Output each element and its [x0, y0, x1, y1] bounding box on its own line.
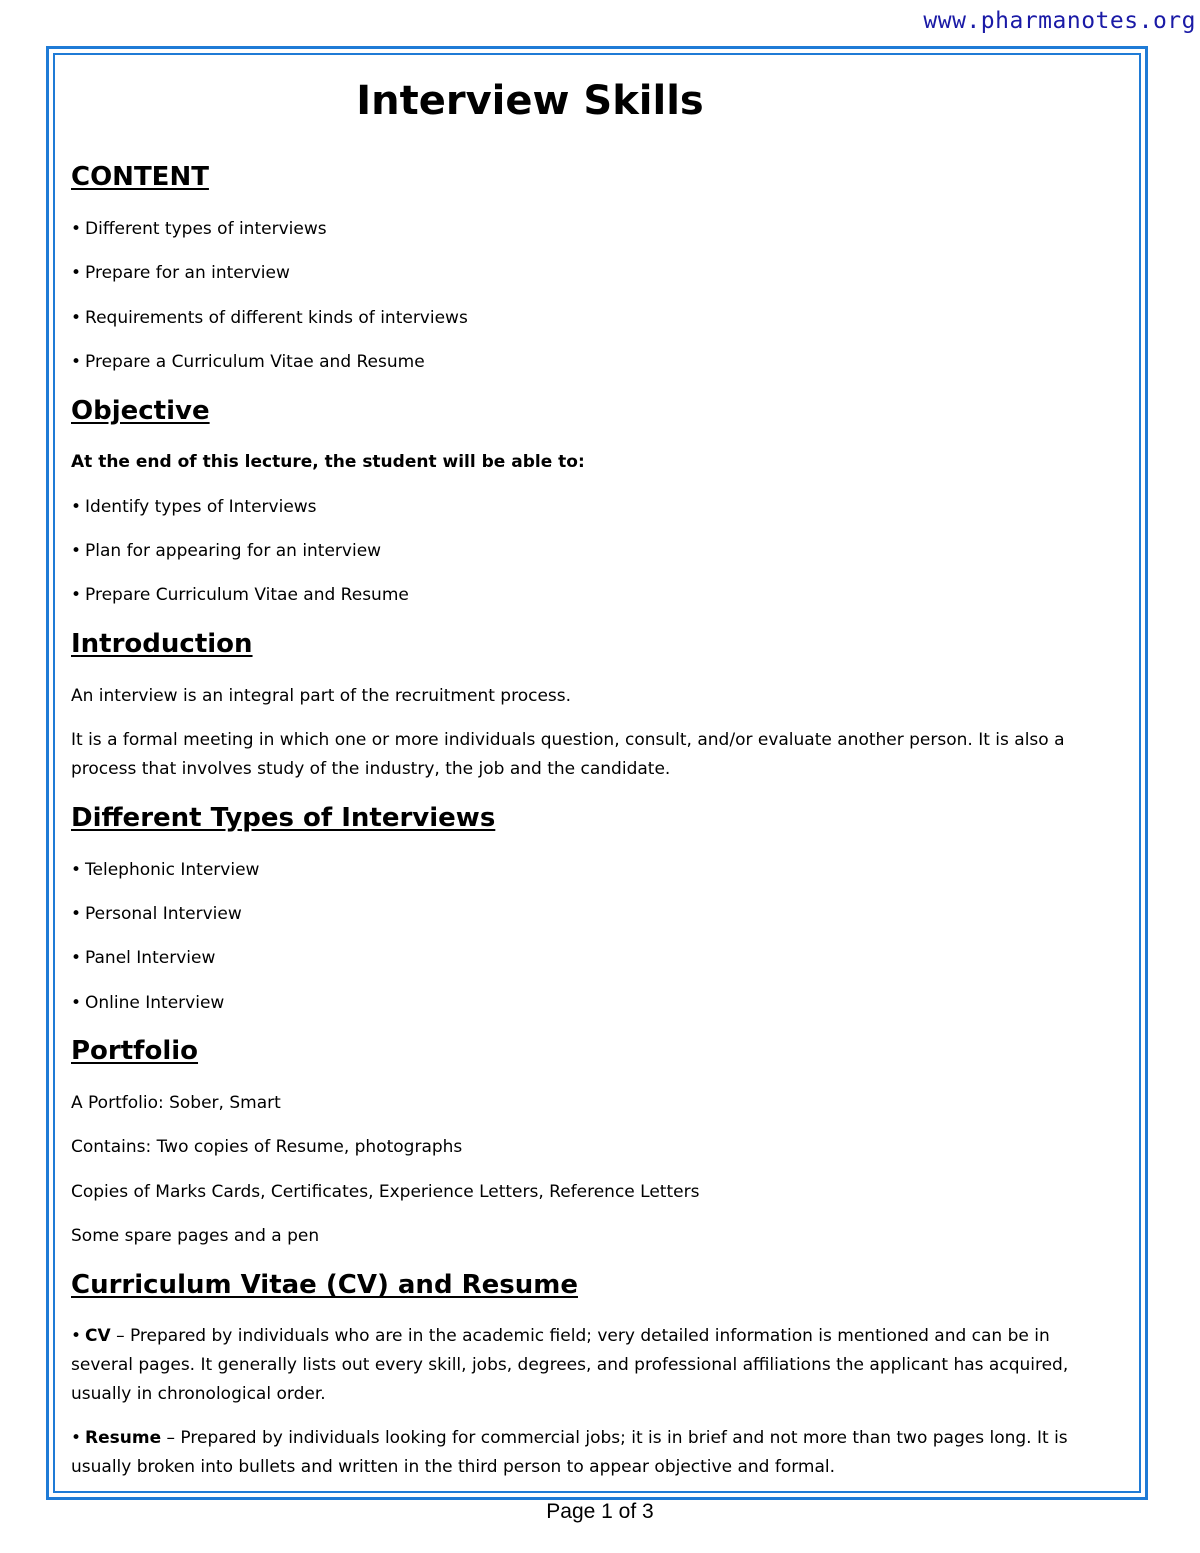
bullet: • — [71, 219, 82, 239]
bullet: • — [71, 948, 82, 968]
section-heading-types: Different Types of Interviews — [71, 803, 496, 833]
bullet: • — [71, 352, 82, 372]
list-item: • Personal Interview — [71, 904, 242, 924]
bullet: • — [71, 860, 82, 880]
bullet: • — [71, 263, 82, 283]
page-number: Page 1 of 3 — [546, 1500, 654, 1523]
list-item: • Telephonic Interview — [71, 860, 260, 880]
cv-text: – Prepared by individuals who are in the academic field; very detailed information is mentioned and can be in several pages. It generally lists out every skill, jobs, degrees, and professional affiliations the applicant has acquired, usually in chronological order. — [71, 1326, 1069, 1404]
list-item: • Prepare a Curriculum Vitae and Resume — [71, 352, 425, 372]
cv-term: CV — [85, 1326, 111, 1346]
paragraph: It is a formal meeting in which one or more individuals question, consult, and/or evaluate another person. It is also a process that involves study of the industry, the job and the candidate. — [71, 730, 1065, 779]
bullet: • — [71, 993, 82, 1013]
bullet: • — [71, 308, 82, 328]
paragraph: Some spare pages and a pen — [71, 1226, 320, 1246]
section-heading-introduction: Introduction — [71, 629, 253, 659]
section-heading-cv-resume: Curriculum Vitae (CV) and Resume — [71, 1270, 578, 1300]
section-heading-content: CONTENT — [71, 162, 209, 192]
list-item: • Panel Interview — [71, 948, 216, 968]
list-item: • Online Interview — [71, 993, 225, 1013]
site-url[interactable]: www.pharmanotes.org — [923, 8, 1196, 34]
bullet: • — [71, 541, 82, 561]
paragraph: Copies of Marks Cards, Certificates, Experience Letters, Reference Letters — [71, 1182, 700, 1202]
resume-text: – Prepared by individuals looking for commercial jobs; it is in brief and not more than two pages long. It is usually broken into bullets and written in the third person to appear objective and formal. — [71, 1428, 1068, 1477]
cv-definition — [71, 1322, 1106, 1409]
bullet: • — [71, 1428, 82, 1448]
objective-lead: At the end of this lecture, the student will be able to: — [71, 452, 585, 472]
page-title: Interview Skills — [356, 78, 704, 124]
list-item: • Plan for appearing for an interview — [71, 541, 382, 561]
paragraph: A Portfolio: Sober, Smart — [71, 1093, 281, 1113]
list-item: • Prepare Curriculum Vitae and Resume — [71, 585, 409, 605]
bullet: • — [71, 1326, 82, 1346]
list-item: • Different types of interviews — [71, 219, 327, 239]
list-item: • Requirements of different kinds of interviews — [71, 308, 468, 328]
section-heading-objective: Objective — [71, 396, 210, 426]
resume-definition — [71, 1424, 1106, 1482]
list-item: • Prepare for an interview — [71, 263, 290, 283]
paragraph: Contains: Two copies of Resume, photographs — [71, 1137, 463, 1157]
paragraph: An interview is an integral part of the recruitment process. — [71, 686, 572, 706]
list-item: • Identify types of Interviews — [71, 497, 317, 517]
bullet: • — [71, 904, 82, 924]
section-heading-portfolio: Portfolio — [71, 1036, 199, 1066]
bullet: • — [71, 585, 82, 605]
resume-term: Resume — [85, 1428, 162, 1448]
bullet: • — [71, 497, 82, 517]
